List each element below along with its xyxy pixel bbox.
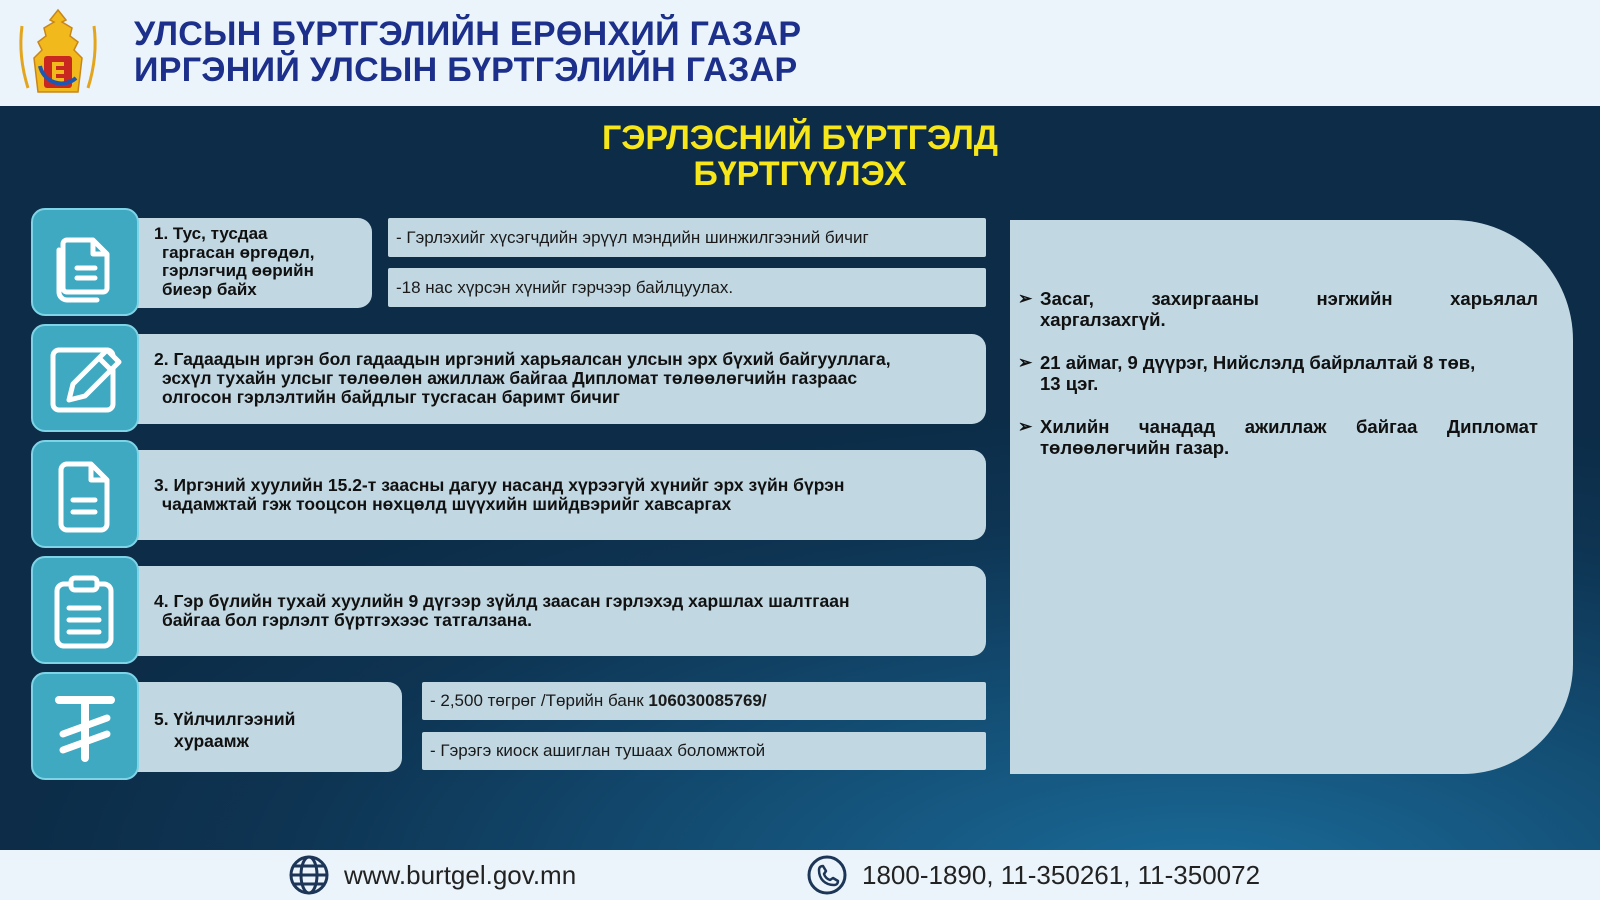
info-item-line: 13 цэг. bbox=[1040, 373, 1099, 394]
step-3-icon-tile bbox=[31, 440, 139, 548]
fee-amount-text: - 2,500 төгрөг /Төрийн банк bbox=[430, 691, 649, 710]
fee-kiosk-note: - Гэрэгэ киоск ашиглан тушаах боломжтой bbox=[422, 732, 986, 770]
step-1-icon-tile bbox=[31, 208, 139, 316]
document-icon bbox=[33, 442, 137, 546]
website-url[interactable]: www.burtgel.gov.mn bbox=[344, 859, 577, 890]
bullet-arrow-icon: ➢ bbox=[1018, 289, 1033, 308]
info-item bbox=[1018, 352, 1538, 394]
step-2-text-line: эсхүл тухайн улсыг төлөөлөн ажиллаж байгаа Дипломат төлөөлөгчийн газраас bbox=[162, 368, 858, 388]
globe-icon bbox=[288, 854, 330, 896]
main-panel bbox=[0, 106, 1600, 850]
bullet-arrow-icon: ➢ bbox=[1018, 353, 1033, 372]
info-item bbox=[1018, 288, 1538, 330]
clipboard-icon bbox=[33, 558, 137, 662]
organization-name-line2: ИРГЭНИЙ УЛСЫН БҮРТГЭЛИЙН ГАЗАР bbox=[134, 51, 798, 89]
edit-pen-icon bbox=[33, 326, 137, 430]
step-4-icon-tile bbox=[31, 556, 139, 664]
bullet-arrow-icon: ➢ bbox=[1018, 417, 1033, 436]
info-item-line: харгалзахгүй. bbox=[1040, 309, 1166, 330]
step-5-text-line: хураамж bbox=[174, 731, 249, 751]
header bbox=[0, 0, 1600, 106]
phone-contact[interactable] bbox=[806, 850, 1260, 900]
footer bbox=[0, 850, 1600, 900]
page-title bbox=[0, 120, 1600, 192]
phone-numbers[interactable]: 1800-1890, 11-350261, 11-350072 bbox=[862, 859, 1261, 890]
page-title-line1: ГЭРЛЭСНИЙ БҮРТГЭЛД bbox=[601, 119, 999, 157]
step-2-card bbox=[136, 334, 986, 424]
bank-account-number: 106030085769/ bbox=[648, 691, 767, 710]
step-1-card bbox=[136, 218, 372, 308]
step-4-card bbox=[136, 566, 986, 656]
step-1-requirement: -18 нас хүрсэн хүнийг гэрчээр байлцуулах. bbox=[388, 268, 986, 307]
step-5-icon-tile bbox=[31, 672, 139, 780]
step-5-text-line: 5. Үйлчилгээний bbox=[154, 709, 296, 729]
step-2-icon-tile bbox=[31, 324, 139, 432]
state-registration-emblem-icon bbox=[14, 6, 102, 100]
info-item-line: төлөөлөгчийн газар. bbox=[1040, 437, 1230, 458]
step-1-text-line: гаргасан өргөдөл, bbox=[162, 242, 315, 262]
step-3-text-line: 3. Иргэний хуулийн 15.2-т заасны дагуу насанд хүрээгүй хүнийг эрх зүйн бүрэн bbox=[154, 475, 845, 495]
fee-amount bbox=[422, 682, 986, 720]
step-1-requirement: - Гэрлэхийг хүсэгчдийн эрүүл мэндийн шинжилгээний бичиг bbox=[388, 218, 986, 257]
info-item bbox=[1018, 416, 1538, 458]
info-item-line: 21 аймаг, 9 дүүрэг, Нийслэлд байрлалтай 8 төв, bbox=[1040, 352, 1476, 373]
step-4-text-line: 4. Гэр бүлийн тухай хуулийн 9 дүгээр зүйлд заасан гэрлэхэд харшлах шалтгаан bbox=[154, 591, 850, 611]
step-5-card bbox=[136, 682, 402, 772]
step-1-text-line: гэрлэгчид өөрийн bbox=[162, 261, 314, 280]
phone-icon bbox=[806, 854, 848, 896]
step-2-text-line: 2. Гадаадын иргэн бол гадаадын иргэний харьяалсан улсын эрх бүхий байгууллага, bbox=[154, 349, 891, 369]
website-link[interactable] bbox=[288, 850, 576, 900]
step-3-text-line: чадамжтай гэж тооцсон нөхцөлд шүүхийн шийдвэрийг хавсаргах bbox=[162, 494, 732, 514]
step-1-text-line: 1. Тус, тусдаа bbox=[154, 224, 268, 243]
organization-name-line1: УЛСЫН БҮРТГЭЛИЙН ЕРӨНХИЙ ГАЗАР bbox=[134, 15, 802, 53]
info-item-line: Засаг, захиргааны нэгжийн харьялал bbox=[1040, 288, 1538, 309]
step-3-card bbox=[136, 450, 986, 540]
info-item-line: Хилийн чанадад ажиллаж байгаа Дипломат bbox=[1040, 416, 1538, 437]
step-1-text-line: биеэр байх bbox=[162, 279, 257, 299]
page-title-line2: БҮРТГҮҮЛЭХ bbox=[693, 155, 907, 193]
tugrik-currency-icon bbox=[33, 674, 137, 778]
step-4-text-line: байгаа бол гэрлэлт бүртгэхээс татгалзана. bbox=[162, 610, 532, 630]
documents-icon bbox=[33, 210, 137, 314]
organization-name bbox=[134, 16, 801, 88]
step-2-text-line: олгосон гэрлэлтийн байдлыг тусгасан баримт бичиг bbox=[162, 387, 620, 407]
coverage-info-panel bbox=[1010, 220, 1573, 774]
